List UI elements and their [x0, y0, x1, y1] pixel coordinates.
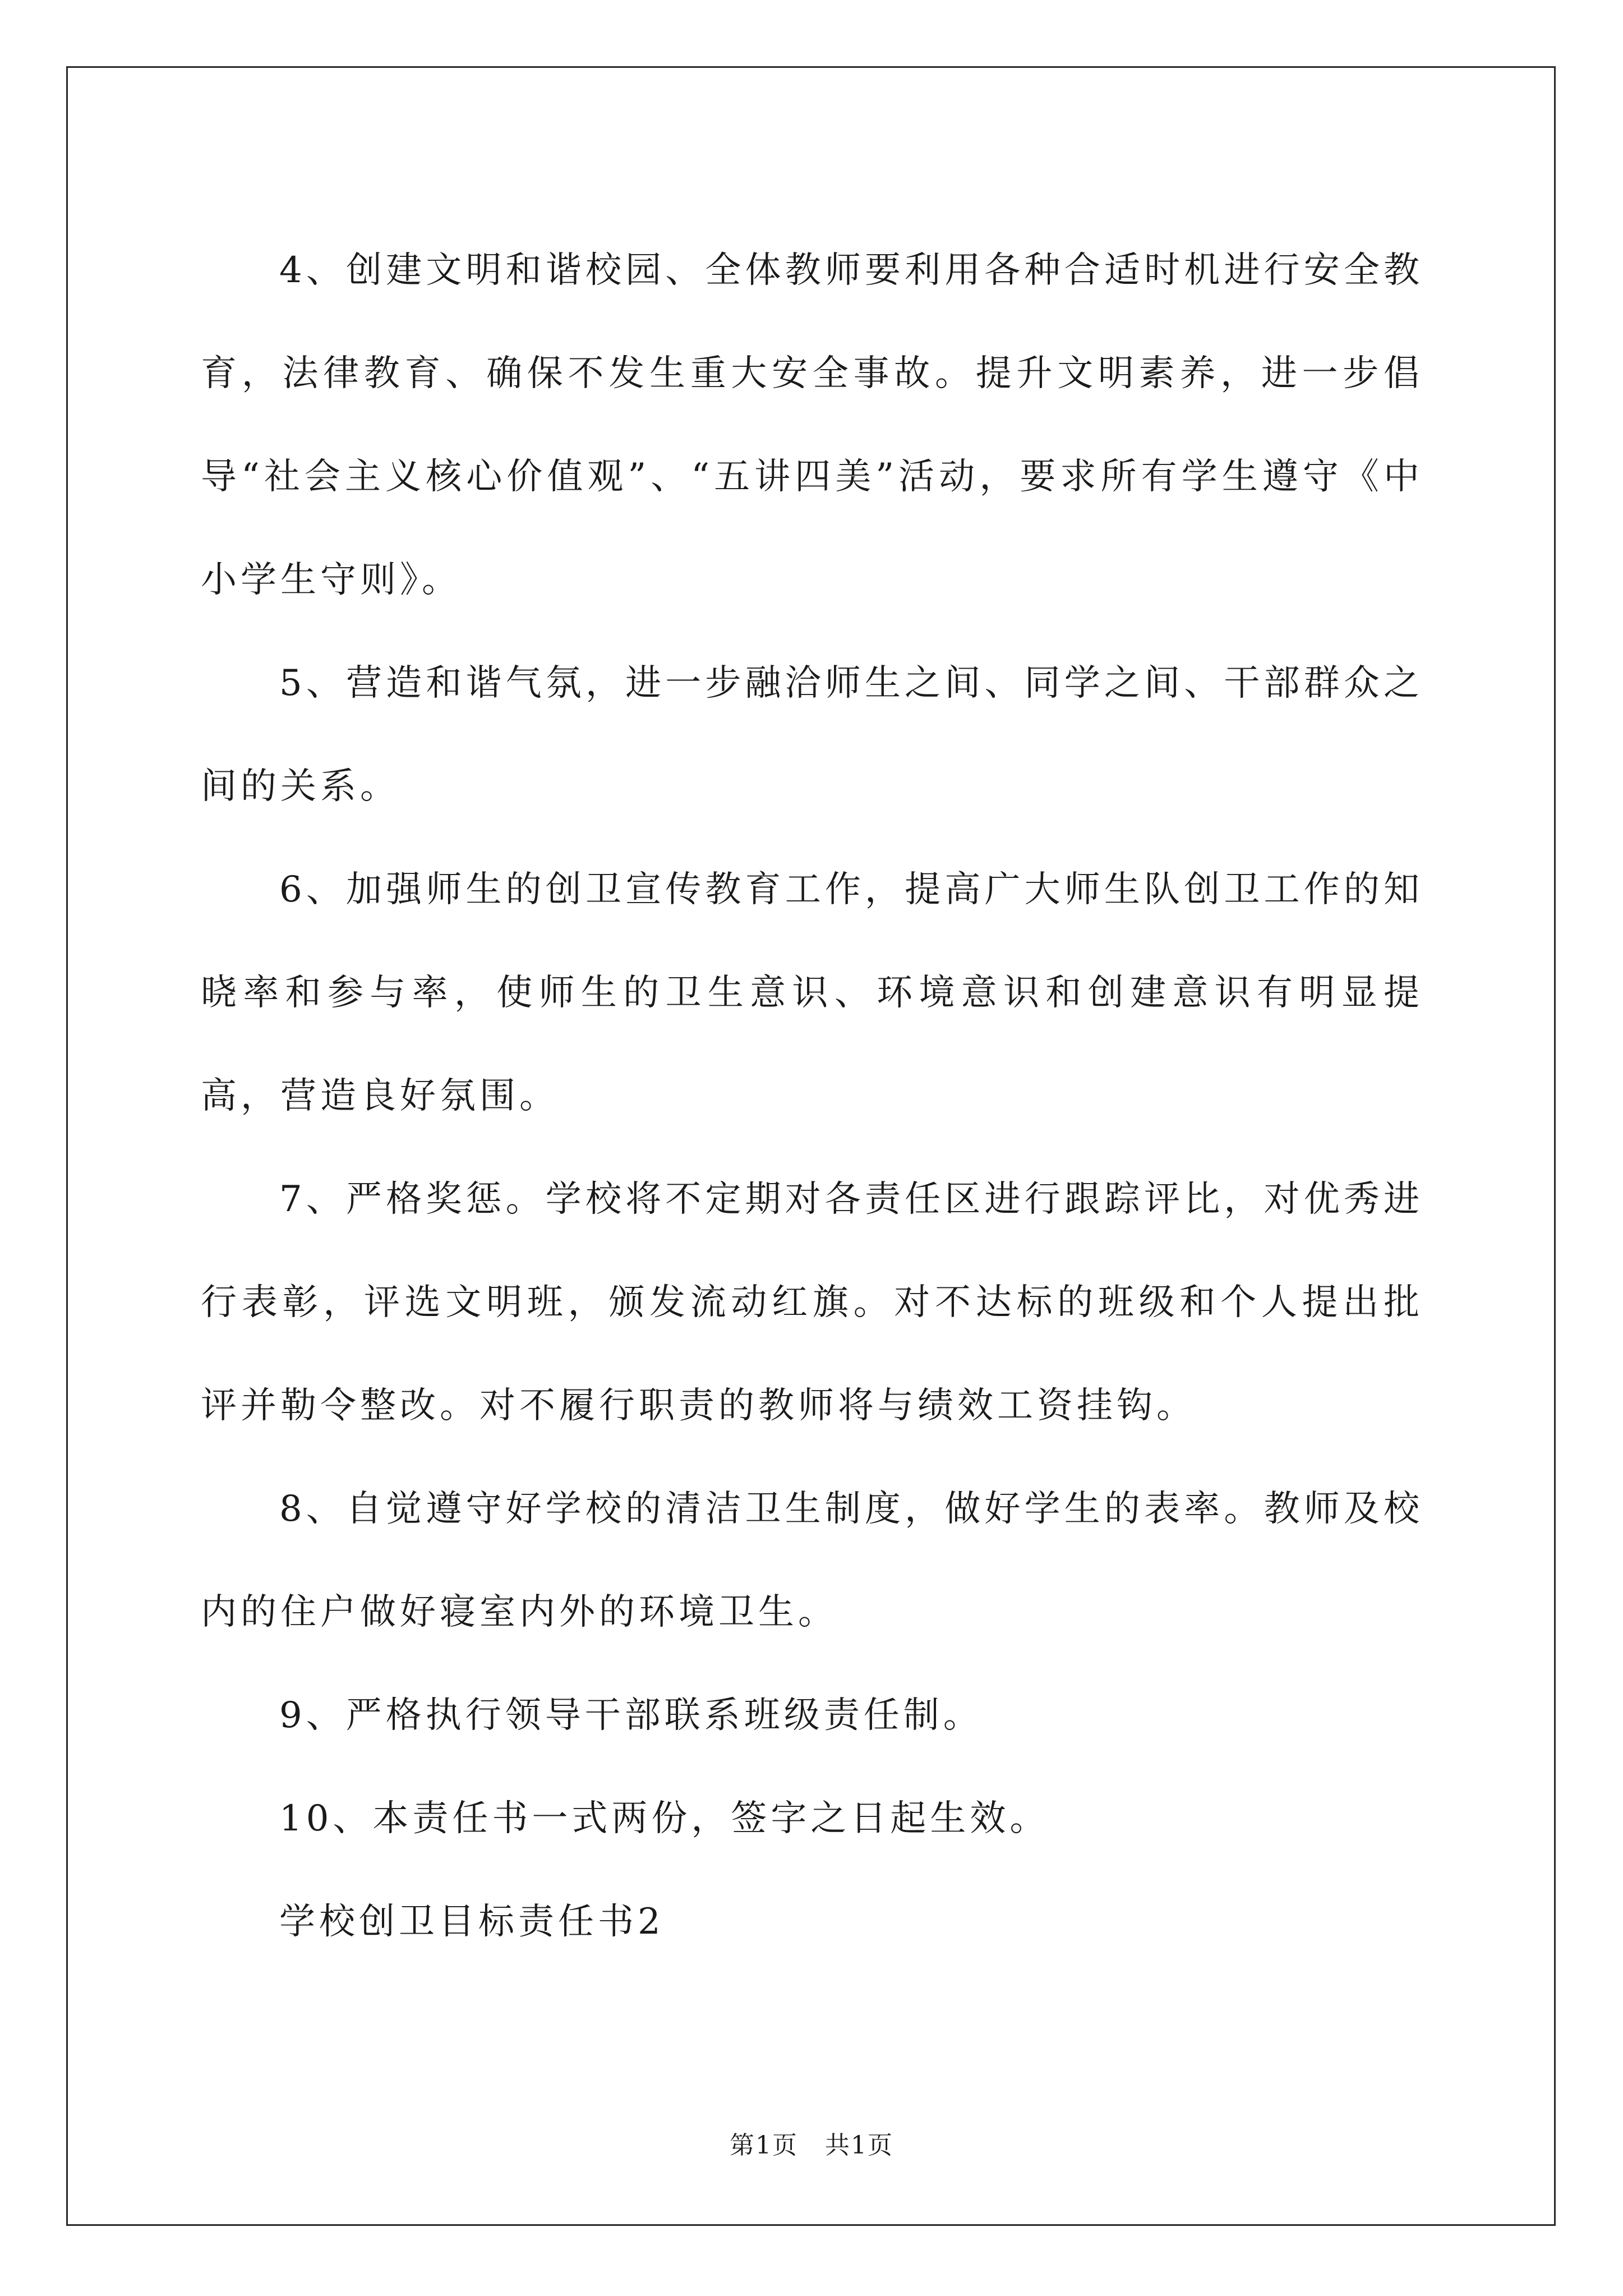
- paragraph-item-4: 4、创建文明和谐校园、全体教师要利用各种合适时机进行安全教育，法律教育、确保不发生重大安全事故。提升文明素养，进一步倡导“社会主义核心价值观”、“五讲四美”活动，要求所有学生遵守《中小学生守则》。: [201, 250, 1423, 601]
- paragraph-item-8: 8、自觉遵守好学校的清洁卫生制度，做好学生的表率。教师及校内的住户做好寝室内外的环境卫生。: [201, 1488, 1423, 1633]
- page-number-current: 第1页: [730, 2131, 798, 2160]
- paragraph-item-6: 6、加强师生的创卫宣传教育工作，提高广大师生队创卫工作的知晓率和参与率，使师生的卫生意识、环境意识和创建意识有明显提高，营造良好氛围。: [201, 869, 1423, 1117]
- section-heading: 学校创卫目标责任书2: [279, 1901, 665, 1943]
- paragraph-item-5: 5、营造和谐气氛，进一步融洽师生之间、同学之间、干部群众之间的关系。: [201, 662, 1423, 807]
- page-footer: [0, 2129, 1623, 2162]
- document-body: [201, 219, 1423, 1973]
- paragraph-item-7: 7、严格奖惩。学校将不定期对各责任区进行跟踪评比，对优秀进行表彰，评选文明班，颁发流动红旗。对不达标的班级和个人提出批评并勒令整改。对不履行职责的教师将与绩效工资挂钩。: [201, 1179, 1423, 1427]
- page-number-total: 共1页: [825, 2131, 893, 2160]
- paragraph-item-9: 9、严格执行领导干部联系班级责任制。: [279, 1695, 983, 1736]
- paragraph-item-10: 10、本责任书一式两份，签字之日起生效。: [279, 1798, 1050, 1839]
